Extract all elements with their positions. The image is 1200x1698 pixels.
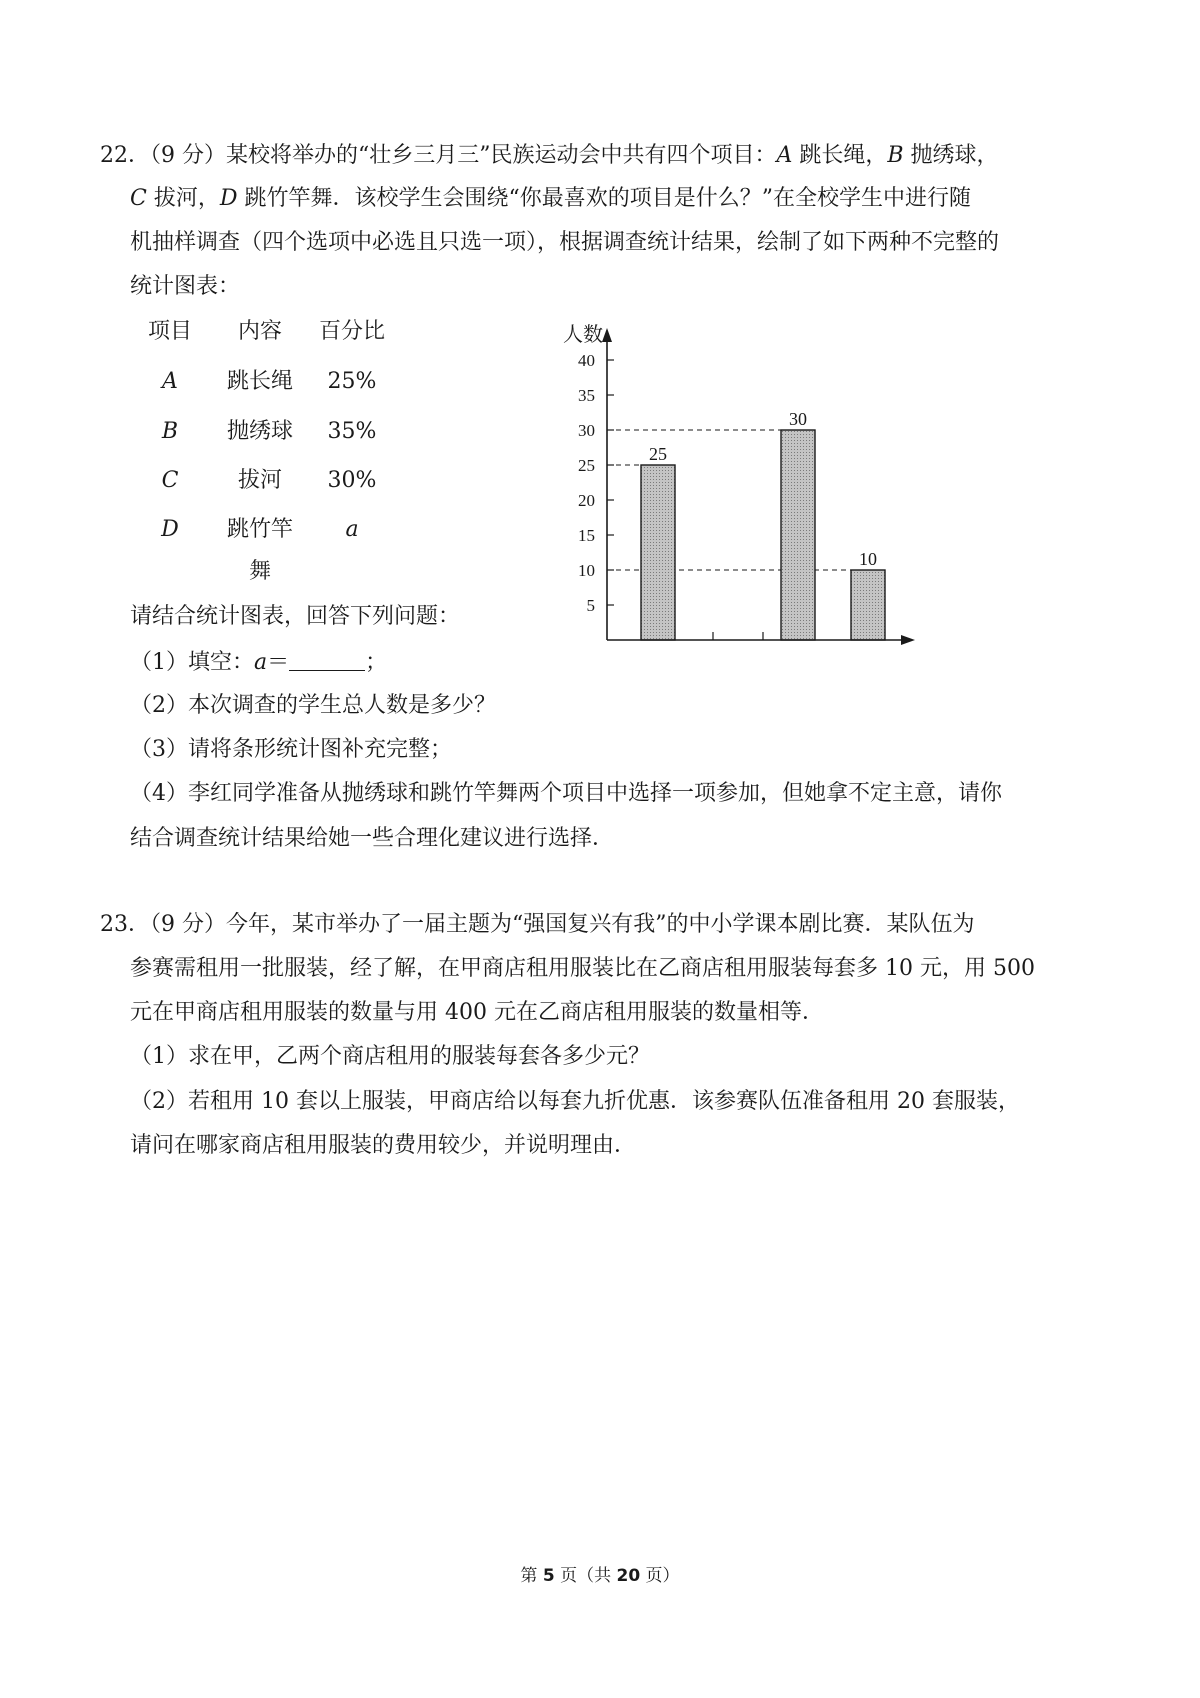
table-row-percent: 35% xyxy=(327,419,377,444)
y-tick-label: 10 xyxy=(578,561,595,580)
table-row-item: A xyxy=(162,369,178,394)
answer-blank[interactable] xyxy=(289,648,365,671)
bar-D xyxy=(851,570,885,640)
q23-sub-2-line-2: 请问在哪家商店租用服装的费用较少，并说明理由． xyxy=(130,1133,637,1158)
q23-sub-1: （1）求在甲，乙两个商店租用的服装每套各多少元？ xyxy=(130,1044,650,1069)
q22-line-2: C 拔河，D 跳竹竿舞．该校学生会围绕“你最喜欢的项目是什么？”在全校学生中进行随 xyxy=(130,186,971,211)
q22-sub-2: （2）本次调查的学生总人数是多少？ xyxy=(130,693,496,718)
y-tick-label: 40 xyxy=(578,351,595,370)
q22-prompt: 请结合统计图表，回答下列问题： xyxy=(130,604,461,629)
q22-sub-3: （3）请将条形统计图补充完整； xyxy=(130,737,452,762)
q22-sub-4-line-1: （4）李红同学准备从抛绣球和跳竹竿舞两个项目中选择一项参加，但她拿不定主意，请你 xyxy=(130,781,1003,806)
y-tick-label: 20 xyxy=(578,491,595,510)
q22-line-1: 22．（9 分）某校将举办的“壮乡三月三”民族运动会中共有四个项目：A 跳长绳，B 抛绣球， xyxy=(100,143,999,168)
q23-sub-2-line-1: （2）若租用 10 套以上服装，甲商店给以每套九折优惠．该参赛队伍准备租用 20 套服装， xyxy=(130,1089,1020,1114)
q22-number: 22． xyxy=(100,143,150,168)
q23-line-1: 23．（9 分）今年，某市举办了一届主题为“强国复兴有我”的中小学课本剧比赛．某队伍为 xyxy=(100,912,975,937)
bar-A xyxy=(641,465,675,640)
q22-sub-1: （1）填空：a＝ ； xyxy=(130,650,388,675)
table-row-content: 抛绣球 xyxy=(226,419,293,444)
table-row-content: 跳长绳 xyxy=(226,369,293,394)
table-row-item: C xyxy=(161,468,179,493)
q22-sub-4-line-2: 结合调查统计结果给她一些合理化建议进行选择． xyxy=(130,826,615,851)
y-tick-label: 25 xyxy=(578,456,595,475)
table-row-percent: a xyxy=(345,517,359,542)
table-row-percent: 25% xyxy=(327,369,377,394)
table-row-content: 拔河 xyxy=(237,468,282,493)
y-tick-label: 35 xyxy=(578,386,595,405)
table-header-item: 项目 xyxy=(147,319,192,344)
table-row-content-cont: 舞 xyxy=(248,559,271,584)
table-header-percent: 百分比 xyxy=(318,319,385,344)
q23-line-3: 元在甲商店租用服装的数量与用 400 元在乙商店租用服装的数量相等． xyxy=(130,1000,824,1025)
y-axis-arrow xyxy=(602,328,612,342)
table-row-percent: 30% xyxy=(327,468,377,493)
y-axis-label: 人数 xyxy=(563,324,603,346)
current-page: 5 xyxy=(542,1566,555,1586)
bar-value-label: 10 xyxy=(859,549,877,569)
bar-value-label: 25 xyxy=(649,444,667,464)
page-footer: 第 5 页（共 20 页） xyxy=(520,1566,680,1586)
total-pages: 20 xyxy=(616,1566,641,1586)
bar-C xyxy=(781,430,815,640)
q22-line-4: 统计图表： xyxy=(130,274,241,299)
table-row-item: B xyxy=(161,419,179,444)
y-tick-label: 30 xyxy=(578,421,595,440)
y-tick-label: 15 xyxy=(578,526,595,545)
bar-chart xyxy=(545,320,965,670)
y-tick-label: 5 xyxy=(586,596,595,615)
bar-value-label: 30 xyxy=(789,409,807,429)
table-row-content: 跳竹竿 xyxy=(226,517,293,542)
q22-line-3: 机抽样调查（四个选项中必选且只选一项），根据调查统计结果，绘制了如下两种不完整的 xyxy=(130,230,1000,255)
table-row-item: D xyxy=(161,517,179,542)
x-axis-arrow xyxy=(901,635,915,645)
table-header-content: 内容 xyxy=(237,319,282,344)
q23-line-2: 参赛需租用一批服装，经了解，在甲商店租用服装比在乙商店租用服装每套多 10 元，用 500 xyxy=(130,956,1035,981)
